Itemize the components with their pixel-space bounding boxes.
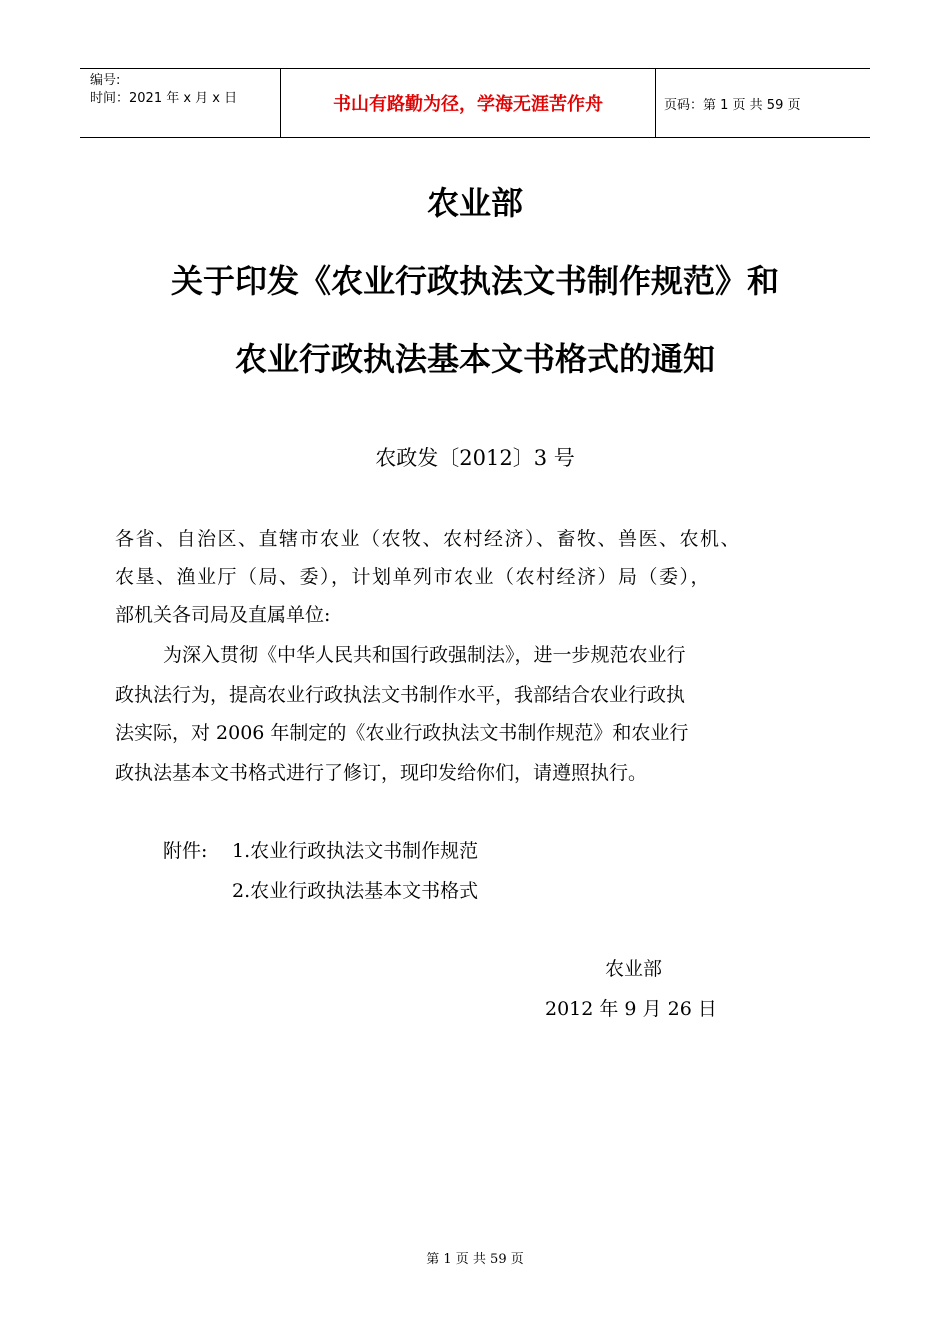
signature-date: 2012 年 9 月 26 日 [545,998,717,1020]
attachments-label: 附件: [163,840,208,862]
page-footer: 第 1 页 共 59 页 [426,1252,524,1267]
body-line: 为深入贯彻《中华人民共和国行政强制法》，进一步规范农业行 [163,644,686,666]
recipients-line: 农垦、渔业厅（局、委），计划单列市农业（农村经济）局（委）， [115,566,712,588]
title-line-2: 关于印发《农业行政执法文书制作规范》和 [170,262,779,300]
attachment-item: 2.农业行政执法基本文书格式 [232,880,479,902]
header-page-info: 页码：第 1 页 共 59 页 [664,97,801,113]
doc-number: 农政发〔2012〕3 号 [375,446,575,470]
recipients-line: 各省、自治区、直辖市农业（农牧、农村经济）、畜牧、兽医、农机、 [115,528,742,550]
title-line-1: 农业部 [426,184,523,222]
attachment-item: 1.农业行政执法文书制作规范 [232,840,479,862]
body-line: 政执法基本文书格式进行了修订，现印发给你们，请遵照执行。 [115,762,648,784]
body-line: 政执法行为，提高农业行政执法文书制作水平，我部结合农业行政执 [115,684,686,706]
number-label: 编号: [90,73,121,88]
signature-org: 农业部 [605,958,663,980]
document-header [80,68,870,138]
time-label: 时间：2021 年 x 月 x 日 [90,91,238,106]
body-line: 法实际，对 2006 年制定的《农业行政执法文书制作规范》和农业行 [115,722,689,744]
header-meta-cell [80,69,280,140]
recipients-line: 部机关各司局及直属单位: [115,604,331,626]
header-motto: 书山有路勤为径，学海无涯苦作舟 [280,69,656,137]
title-line-3: 农业行政执法基本文书格式的通知 [234,340,715,378]
